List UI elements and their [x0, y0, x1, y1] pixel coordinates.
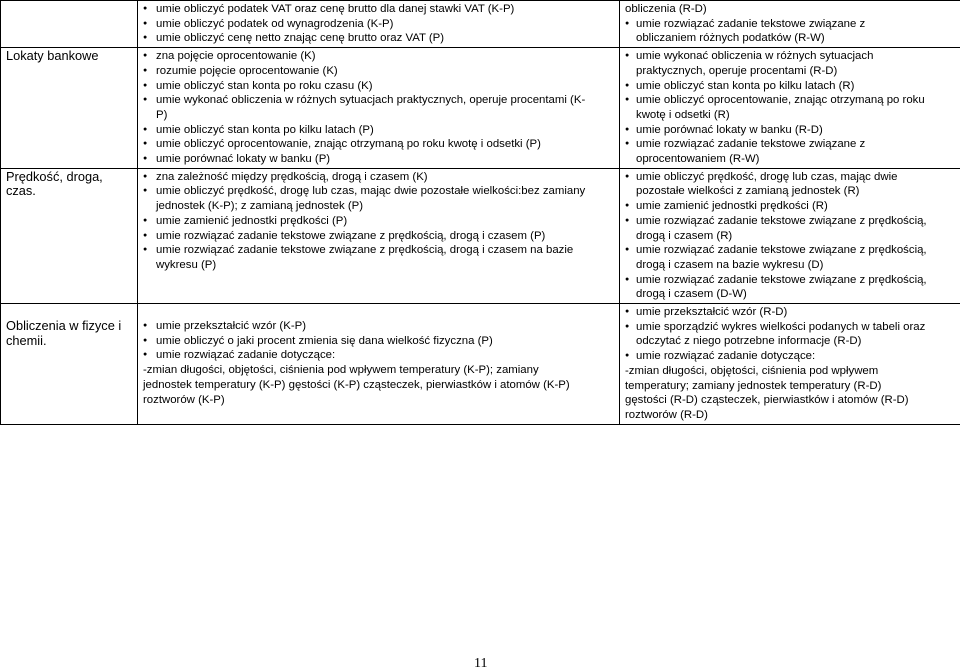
requirement-list	[143, 170, 615, 288]
requirement-item: -zmian długości, objętości, ciśnienia pod wpływem	[625, 364, 956, 379]
requirement-item: ● umie obliczyć prędkość, drogę lub czas, mając dwie pozostałe wielkości:bez zamiany	[143, 184, 615, 199]
table-row-predkosc	[1, 168, 960, 303]
requirement-item: obliczenia (R-D)	[625, 2, 956, 17]
requirement-list	[625, 2, 956, 46]
requirement-item: pozostałe wielkości z zamianą jednostek (R)	[625, 184, 956, 199]
requirements-extended-cell	[620, 168, 960, 303]
requirement-item: praktycznych, operuje procentami (R-D)	[625, 64, 956, 79]
requirement-list	[625, 49, 956, 167]
requirement-item: ● umie zamienić jednostki prędkości (P)	[143, 214, 615, 229]
requirement-item: kwotę i odsetki (R)	[625, 108, 956, 123]
requirements-basic-cell	[138, 304, 620, 425]
requirement-item: jednostek temperatury (K-P) gęstości (K-P) cząsteczek, pierwiastków i atomów (K-P)	[143, 378, 615, 393]
requirement-item: -zmian długości, objętości, ciśnienia pod wpływem temperatury (K-P); zamiany	[143, 363, 615, 378]
requirements-basic-cell	[138, 48, 620, 169]
requirement-item: gęstości (R-D) cząsteczek, pierwiastków i atomów (R-D)	[625, 393, 956, 408]
requirements-basic-cell	[138, 1, 620, 48]
requirement-item: oprocentowaniem (R-W)	[625, 152, 956, 167]
topic-cell: Prędkość, droga, czas.	[1, 168, 138, 303]
requirement-item: ● umie rozwiązać zadanie dotyczące:	[625, 349, 956, 364]
requirement-item: drogą i czasem na bazie wykresu (D)	[625, 258, 956, 273]
requirement-item: ● umie obliczyć prędkość, drogę lub czas, mając dwie	[625, 170, 956, 185]
requirement-item: jednostek (K-P); z zamianą jednostek (P)	[143, 199, 615, 214]
requirement-item: ● umie rozwiązać zadanie tekstowe związane z prędkością,	[625, 243, 956, 258]
requirement-item: ● umie obliczyć stan konta po roku czasu (K)	[143, 79, 615, 94]
requirement-item: ● umie obliczyć podatek od wynagrodzenia (K-P)	[143, 17, 615, 32]
requirement-item: ● umie porównać lokaty w banku (R-D)	[625, 123, 956, 138]
topic-cell: Lokaty bankowe	[1, 48, 138, 169]
requirement-item: ● umie obliczyć stan konta po kilku latach (R)	[625, 79, 956, 94]
requirement-item: ● umie rozwiązać zadanie dotyczące:	[143, 348, 615, 363]
requirement-item: ● umie obliczyć o jaki procent zmienia się dana wielkość fizyczna (P)	[143, 334, 615, 349]
requirement-item: ● rozumie pojęcie oprocentowanie (K)	[143, 64, 615, 79]
page-number: 11	[474, 656, 487, 672]
requirement-item: ● umie rozwiązać zadanie tekstowe związane z prędkością,	[625, 214, 956, 229]
table-row-lokaty	[1, 48, 960, 169]
requirement-item: ● umie obliczyć stan konta po kilku latach (P)	[143, 123, 615, 138]
requirement-item: ● umie porównać lokaty w banku (P)	[143, 152, 615, 167]
table-row-vat	[1, 1, 960, 48]
requirement-list	[143, 2, 615, 46]
requirement-item: temperatury; zamiany jednostek temperatury (R-D)	[625, 379, 956, 394]
requirement-item: odczytać z niego potrzebne informacje (R-D)	[625, 334, 956, 349]
requirement-item: ● umie rozwiązać zadanie tekstowe związane z prędkością,	[625, 273, 956, 288]
requirements-extended-cell	[620, 48, 960, 169]
requirement-item: obliczaniem różnych podatków (R-W)	[625, 31, 956, 46]
requirement-item: ● umie zamienić jednostki prędkości (R)	[625, 199, 956, 214]
requirement-item: ● umie wykonać obliczenia w różnych sytuacjach	[625, 49, 956, 64]
requirement-item: ● zna zależność między prędkością, drogą i czasem (K)	[143, 170, 615, 185]
table-row-fizyka	[1, 304, 960, 425]
requirement-list	[143, 319, 615, 407]
requirement-item: ● umie obliczyć oprocentowanie, znając otrzymaną po roku	[625, 93, 956, 108]
requirement-item: ● umie obliczyć oprocentowanie, znając otrzymaną po roku kwotę i odsetki (P)	[143, 137, 615, 152]
requirement-item: ● zna pojęcie oprocentowanie (K)	[143, 49, 615, 64]
requirement-list	[143, 49, 615, 167]
requirement-item: ● umie przekształcić wzór (R-D)	[625, 305, 956, 320]
requirement-item: ● umie obliczyć podatek VAT oraz cenę brutto dla danej stawki VAT (K-P)	[143, 2, 615, 17]
requirement-list	[625, 170, 956, 302]
requirement-item: drogą i czasem (D-W)	[625, 287, 956, 302]
requirement-item: ● umie rozwiązać zadanie tekstowe związane z	[625, 17, 956, 32]
requirement-item: ● umie sporządzić wykres wielkości podanych w tabeli oraz	[625, 320, 956, 335]
requirements-extended-cell	[620, 1, 960, 48]
requirements-basic-cell	[138, 168, 620, 303]
requirement-item: roztworów (R-D)	[625, 408, 956, 423]
topic-cell: Obliczenia w fizyce i chemii.	[1, 304, 138, 425]
requirement-item: P)	[143, 108, 615, 123]
requirement-item: roztworów (K-P)	[143, 393, 615, 408]
requirement-item: ● umie przekształcić wzór (K-P)	[143, 319, 615, 334]
requirement-item: ● umie wykonać obliczenia w różnych sytuacjach praktycznych, operuje procentami (K-	[143, 93, 615, 108]
topic-cell	[1, 1, 138, 48]
requirement-item: wykresu (P)	[143, 258, 615, 273]
requirement-item: ● umie rozwiązać zadanie tekstowe związane z prędkością, drogą i czasem na bazie	[143, 243, 615, 258]
requirement-item: ● umie rozwiązać zadanie tekstowe związane z	[625, 137, 956, 152]
requirement-item	[143, 273, 615, 288]
requirement-item: drogą i czasem (R)	[625, 229, 956, 244]
requirements-extended-cell	[620, 304, 960, 425]
requirement-list	[625, 305, 956, 423]
requirement-item: ● umie rozwiązać zadanie tekstowe związane z prędkością, drogą i czasem (P)	[143, 229, 615, 244]
requirement-item: ● umie obliczyć cenę netto znając cenę brutto oraz VAT (P)	[143, 31, 615, 46]
